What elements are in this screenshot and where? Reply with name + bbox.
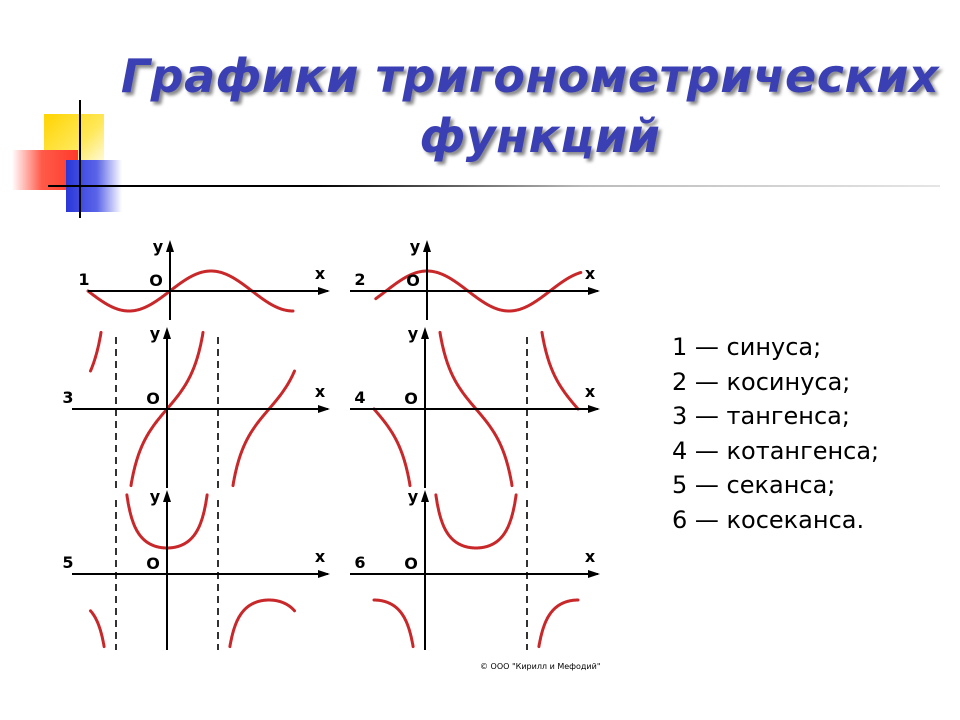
curve-sec — [91, 495, 295, 647]
graph-number-label: 2 — [354, 270, 366, 289]
x-axis-arrow — [318, 405, 330, 413]
x-axis-arrow — [318, 287, 330, 295]
y-axis-arrow — [163, 327, 171, 339]
y-axis-arrow — [423, 240, 431, 252]
legend-item-cotangent: 4 — котангенса; — [672, 436, 880, 465]
y-axis-arrow — [166, 240, 174, 252]
origin-label: O — [146, 389, 160, 408]
graph-number-label: 3 — [62, 388, 74, 407]
x-axis-label: x — [584, 382, 596, 401]
y-axis-label: y — [149, 487, 161, 506]
legend-item-cosecant: 6 — косеканса. — [672, 505, 865, 534]
title-line-1: Графики тригонометрических — [120, 49, 940, 103]
y-axis-arrow — [163, 490, 171, 502]
x-axis-arrow — [588, 287, 600, 295]
x-axis-label: x — [584, 264, 596, 283]
copyright-note: © ООО "Кирилл и Мефодий" — [480, 662, 601, 671]
title-line-2: функций — [419, 109, 661, 163]
graph-number-label: 5 — [62, 553, 74, 572]
legend-item-sine: 1 — синуса; — [672, 333, 822, 361]
x-axis-arrow — [588, 405, 600, 413]
x-axis-label: x — [584, 547, 596, 566]
origin-label: O — [406, 271, 420, 290]
y-axis-label: y — [152, 237, 164, 256]
x-axis-label: x — [314, 547, 326, 566]
origin-label: O — [149, 271, 163, 290]
y-axis-label: y — [149, 324, 161, 343]
graph-number-label: 1 — [78, 270, 90, 289]
y-axis-label: y — [407, 324, 419, 343]
legend-item-secant: 5 — секанса; — [672, 471, 836, 499]
graph-number-label: 6 — [354, 553, 366, 572]
graph-number-label: 4 — [354, 388, 366, 407]
y-axis-arrow — [421, 490, 429, 502]
y-axis-arrow — [421, 327, 429, 339]
legend-item-tangent: 3 — тангенса; — [672, 402, 850, 430]
y-axis-label: y — [407, 487, 419, 506]
x-axis-arrow — [588, 570, 600, 578]
y-axis-label: y — [409, 237, 421, 256]
x-axis-label: x — [314, 382, 326, 401]
legend — [672, 330, 879, 537]
x-axis-label: x — [314, 264, 326, 283]
legend-item-cosine: 2 — косинуса; — [672, 367, 851, 396]
origin-label: O — [404, 389, 418, 408]
origin-label: O — [146, 554, 160, 573]
x-axis-arrow — [318, 570, 330, 578]
origin-label: O — [404, 554, 418, 573]
